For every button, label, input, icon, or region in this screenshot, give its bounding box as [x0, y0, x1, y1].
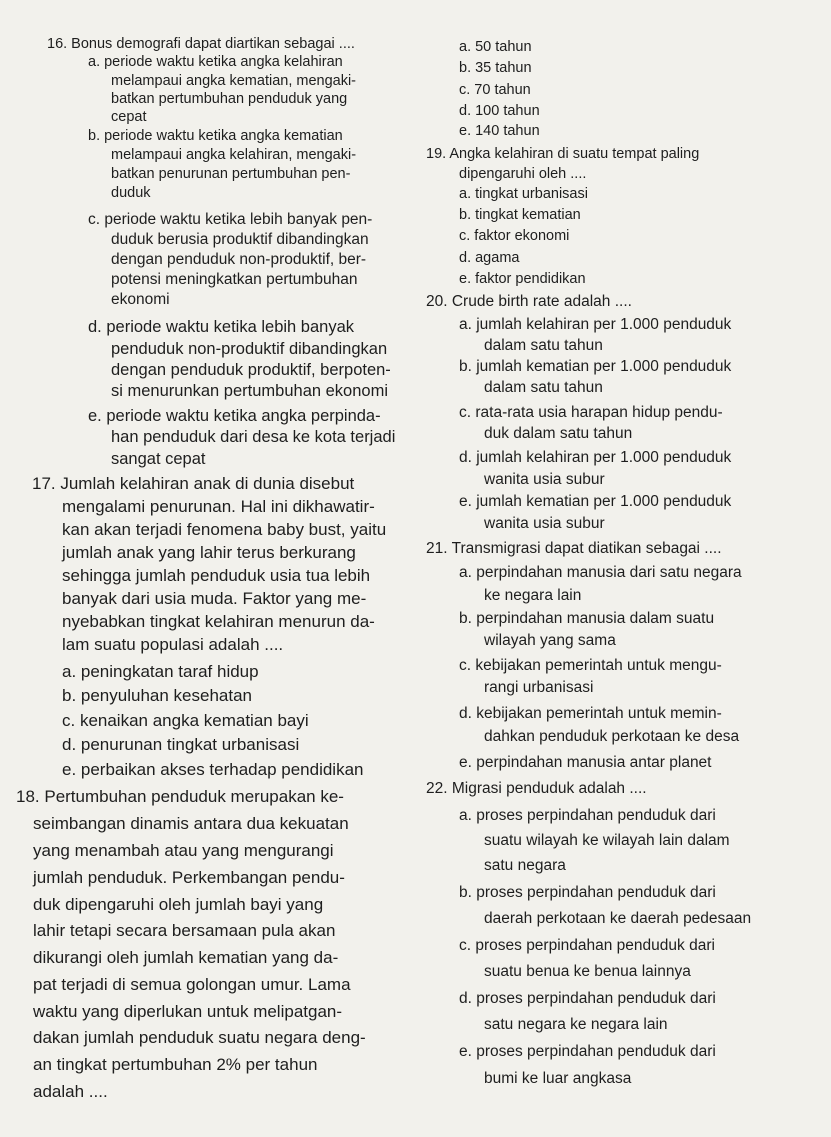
- right-text-line: suatu wilayah ke wilayah lain dalam: [484, 832, 730, 849]
- right-text-line: b. jumlah kematian per 1.000 penduduk: [459, 358, 732, 375]
- right-text-line: b. tingkat kematian: [459, 207, 581, 223]
- left-text-line: e. periode waktu ketika angka perpinda-: [88, 407, 381, 425]
- right-text-line: c. proses perpindahan penduduk dari: [459, 937, 715, 954]
- left-text-line: penduduk non-produktif dibandingkan: [111, 340, 388, 358]
- right-text-line: dahkan penduduk perkotaan ke desa: [484, 728, 740, 745]
- left-text-line: an tingkat pertumbuhan 2% per tahun: [33, 1055, 318, 1074]
- left-text-line: duduk berusia produktif dibandingkan: [111, 231, 369, 248]
- left-text-line: waktu yang diperlukan untuk melipatgan-: [33, 1002, 343, 1021]
- left-text-line: b. periode waktu ketika angka kematian: [88, 128, 343, 144]
- right-text-line: c. kebijakan pemerintah untuk mengu-: [459, 657, 722, 674]
- left-text-line: lam suatu populasi adalah ....: [62, 635, 284, 654]
- right-text-line: a. tingkat urbanisasi: [459, 186, 588, 202]
- left-text-line: seimbangan dinamis antara dua kekuatan: [33, 814, 349, 833]
- left-text-line: a. periode waktu ketika angka kelahiran: [88, 54, 343, 70]
- left-text-line: batkan penurunan pertumbuhan pen-: [111, 166, 351, 182]
- right-text-line: suatu benua ke benua lainnya: [484, 963, 691, 980]
- left-text-line: banyak dari usia muda. Faktor yang me-: [62, 589, 367, 608]
- right-text-line: a. jumlah kelahiran per 1.000 penduduk: [459, 316, 732, 333]
- right-text-line: 22. Migrasi penduduk adalah ....: [426, 780, 647, 797]
- left-text-line: sangat cepat: [111, 450, 206, 468]
- right-text-line: satu negara ke negara lain: [484, 1016, 668, 1033]
- left-text-line: nyebabkan tingkat kelahiran menurun da-: [62, 612, 375, 631]
- left-text-line: jumlah penduduk. Perkembangan pendu-: [33, 868, 345, 887]
- right-text-line: e. perpindahan manusia antar planet: [459, 754, 712, 771]
- right-text-line: satu negara: [484, 857, 566, 874]
- right-text-line: a. perpindahan manusia dari satu negara: [459, 564, 742, 581]
- left-text-line: melampaui angka kelahiran, mengaki-: [111, 147, 357, 163]
- left-text-line: lahir tetapi secara bersamaan pula akan: [33, 921, 336, 940]
- right-text-line: e. proses perpindahan penduduk dari: [459, 1043, 716, 1060]
- right-text-line: wanita usia subur: [484, 515, 605, 532]
- right-text-line: b. perpindahan manusia dalam suatu: [459, 610, 715, 627]
- right-text-line: d. jumlah kelahiran per 1.000 penduduk: [459, 449, 732, 466]
- right-text-line: rangi urbanisasi: [484, 679, 594, 696]
- right-text-line: 21. Transmigrasi dapat diatikan sebagai ....: [426, 540, 722, 557]
- left-text-line: d. penurunan tingkat urbanisasi: [62, 735, 300, 754]
- left-text-line: b. penyuluhan kesehatan: [62, 686, 252, 705]
- right-text-line: b. 35 tahun: [459, 60, 532, 76]
- left-text-line: a. peningkatan taraf hidup: [62, 662, 259, 681]
- left-text-line: c. periode waktu ketika lebih banyak pen-: [88, 211, 373, 228]
- right-text-line: e. 140 tahun: [459, 123, 540, 139]
- right-text-line: e. jumlah kematian per 1.000 penduduk: [459, 493, 732, 510]
- right-text-line: c. 70 tahun: [459, 82, 531, 98]
- right-text-line: b. proses perpindahan penduduk dari: [459, 884, 716, 901]
- right-text-line: 20. Crude birth rate adalah ....: [426, 293, 632, 310]
- right-text-line: dalam satu tahun: [484, 379, 603, 396]
- left-text-line: cepat: [111, 109, 147, 125]
- right-text-line: wilayah yang sama: [484, 632, 616, 649]
- right-text-line: a. 50 tahun: [459, 39, 532, 55]
- left-text-line: duduk: [111, 185, 151, 201]
- right-text-line: wanita usia subur: [484, 471, 605, 488]
- left-text-line: pat terjadi di semua golongan umur. Lama: [33, 975, 351, 994]
- left-text-line: duk dipengaruhi oleh jumlah bayi yang: [33, 895, 324, 914]
- right-text-line: e. faktor pendidikan: [459, 271, 586, 287]
- left-text-line: adalah ....: [33, 1082, 108, 1101]
- right-text-line: bumi ke luar angkasa: [484, 1070, 632, 1087]
- left-text-line: e. perbaikan akses terhadap pendidikan: [62, 760, 364, 779]
- right-text-line: c. rata-rata usia harapan hidup pendu-: [459, 404, 723, 421]
- left-text-line: d. periode waktu ketika lebih banyak: [88, 318, 354, 336]
- right-text-line: dalam satu tahun: [484, 337, 603, 354]
- left-text-line: 16. Bonus demografi dapat diartikan sebagai ....: [47, 36, 355, 52]
- left-text-line: dakan jumlah penduduk suatu negara deng-: [33, 1028, 366, 1047]
- left-text-line: batkan pertumbuhan penduduk yang: [111, 91, 348, 107]
- left-text-line: kan akan terjadi fenomena baby bust, yaitu: [62, 520, 387, 539]
- right-text-line: daerah perkotaan ke daerah pedesaan: [484, 910, 752, 927]
- left-text-line: 17. Jumlah kelahiran anak di dunia disebut: [32, 474, 355, 493]
- right-text-line: d. agama: [459, 250, 520, 266]
- left-text-line: dikurangi oleh jumlah kematian yang da-: [33, 948, 339, 967]
- right-text-line: ke negara lain: [484, 587, 582, 604]
- left-text-line: potensi meningkatkan pertumbuhan: [111, 271, 358, 288]
- left-text-line: si menurunkan pertumbuhan ekonomi: [111, 382, 388, 400]
- left-text-line: dengan penduduk non-produktif, ber-: [111, 251, 367, 268]
- left-text-line: ekonomi: [111, 291, 170, 308]
- left-text-line: c. kenaikan angka kematian bayi: [62, 711, 309, 730]
- left-text-line: mengalami penurunan. Hal ini dikhawatir-: [62, 497, 375, 516]
- left-text-line: han penduduk dari desa ke kota terjadi: [111, 428, 396, 446]
- left-text-line: 18. Pertumbuhan penduduk merupakan ke-: [16, 787, 344, 806]
- left-text-line: yang menambah atau yang mengurangi: [33, 841, 334, 860]
- right-text-line: duk dalam satu tahun: [484, 425, 633, 442]
- right-text-line: d. 100 tahun: [459, 103, 540, 119]
- right-text-line: d. proses perpindahan penduduk dari: [459, 990, 716, 1007]
- right-text-line: dipengaruhi oleh ....: [459, 166, 587, 182]
- right-text-line: a. proses perpindahan penduduk dari: [459, 807, 716, 824]
- left-text-line: jumlah anak yang lahir terus berkurang: [62, 543, 356, 562]
- right-text-line: 19. Angka kelahiran di suatu tempat paling: [426, 146, 700, 162]
- right-text-line: c. faktor ekonomi: [459, 228, 570, 244]
- left-text-line: dengan penduduk produktif, berpoten-: [111, 361, 391, 379]
- right-text-line: d. kebijakan pemerintah untuk memin-: [459, 705, 722, 722]
- left-text-line: melampaui angka kematian, mengaki-: [111, 73, 357, 89]
- left-text-line: sehingga jumlah penduduk usia tua lebih: [62, 566, 371, 585]
